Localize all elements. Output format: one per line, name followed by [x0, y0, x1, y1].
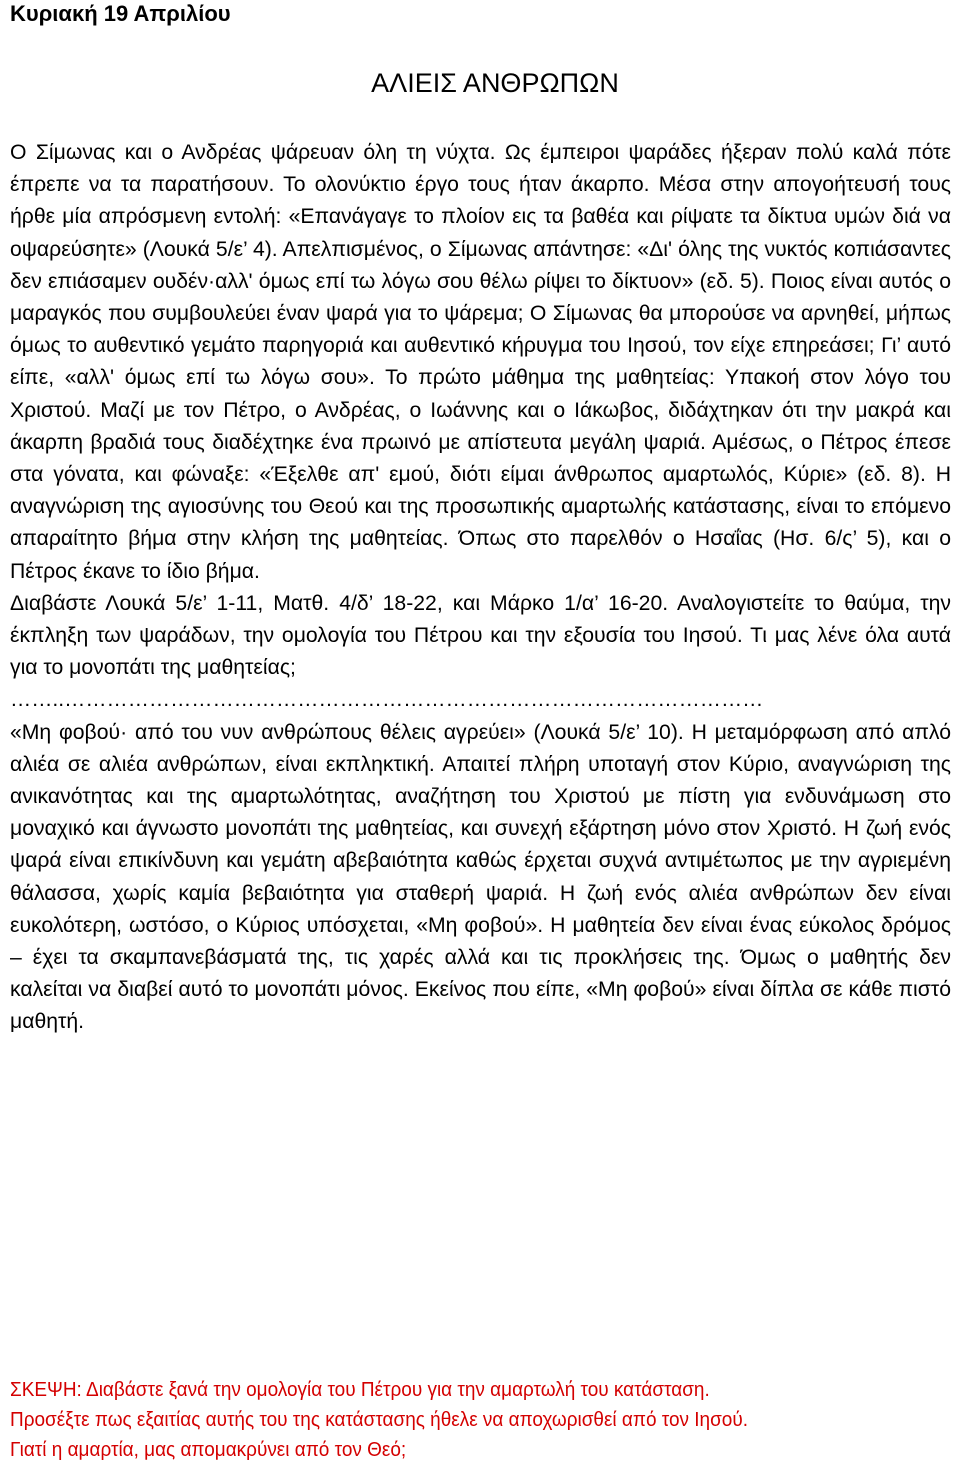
- lesson-body: [10, 137, 951, 1039]
- lesson-title: ΑΛΙΕΙΣ ΑΝΘΡΩΠΩΝ: [371, 68, 619, 98]
- answer-line: ……..………………………………………………………………………………………: [10, 688, 764, 712]
- day-heading: Κυριακή 19 Απριλίου: [10, 1, 231, 26]
- paragraph-fishers-of-men: «Μη φοβού· από του νυν ανθρώπους θέλεις αγρεύει» (Λουκά 5/ε’ 10). Η μεταμόρφωση από απλό αλιέα σε αλιέα ανθρώπων, είναι εκπληκτική. Απαιτεί πλήρη υποταγή στον Κύριο, αναγνώριση της ανικανότητας και της αμαρτωλότητας, αναζήτηση του Χριστού με πίστη για ενδυνάμωση στο μοναχικό και άγνωστο μονοπάτι της μαθητείας, και συνεχή εξάρτηση μόνο στον Χριστό. Η ζωή ενός ψαρά είναι επικίνδυνη και γεμάτη αβεβαιότητα καθώς έρχεται συχνά αντιμέτωπος με την αγριεμένη θάλασσα, χωρίς καμία βεβαιότητα για σταθερή ψαριά. Η ζωή ενός αλιέα ανθρώπων δεν είναι ευκολότερη, ωστόσο, ο Κύριος υπόσχεται, «Μη φοβού». Η μαθητεία δεν είναι ένας εύκολος δρόμος – έχει τα σκαμπανεβάσματά της, τις χαρές αλλά και τις προκλήσεις της. Όμως ο μαθητής δεν καλείται να διαβεί αυτό το μονοπάτι μόνος. Εκείνος που είπε, «Μη φοβού» είναι δίπλα σε κάθε πιστό μαθητή.: [10, 720, 951, 1034]
- paragraph-intro: Ο Σίμωνας και ο Ανδρέας ψάρευαν όλη τη νύχτα. Ως έμπειροι ψαράδες ήξεραν πολύ καλά πότε έπρεπε να τα παρατήσουν. Το ολονύκτιο έργο τους ήταν άκαρπο. Μέσα στην απογοήτευσή τους ήρθε μία απρόσμενη εντολή: «Επανάγαγε το πλοίον εις τα βαθέα και ρίψατε τα δίκτυα υμών διά να οψαρεύσητε» (Λουκά 5/ε’ 4). Απελπισμένος, ο Σίμωνας απάντησε: «Δι' όλης της νυκτός κοπιάσαντες δεν επιάσαμεν ουδέν·αλλ' όμως επί τω λόγω σου θέλω ρίψει το δίκτυον» (εδ. 5). Ποιος είναι αυτός ο μαραγκός που συμβουλεύει έναν ψαρά για το ψάρεμα; Ο Σίμωνας θα μπορούσε να αρνηθεί, μήπως όμως το αυθεντικό γεμάτο παρηγοριά και αυθεντικό κήρυγμα του Ιησού, τον είχε επηρεάσει; Γι’ αυτό είπε, «αλλ' όμως επί τω λόγω σου». Το πρώτο μάθημα της μαθητείας: Υπακοή στον λόγο του Χριστού. Μαζί με τον Πέτρο, ο Ανδρέας, ο Ιωάννης και ο Ιάκωβος, διδάχτηκαν ότι την μακρά και άκαρπη βραδιά τους διαδέχτηκε ένα πρωινό με απίστευτα μεγάλη ψαριά. Αμέσως, ο Πέτρος έπεσε στα γόνατα, και φώναξε: «Έξελθε απ' εμού, διότι είμαι άνθρωπος αμαρτωλός, Κύριε» (εδ. 8). Η αναγνώριση της αγιοσύνης του Θεού και της προσωπικής αμαρτωλής κατάστασης, είναι το επόμενο απαραίτητο βήμα στην κλήση της μαθητείας. Όπως στο παρελθόν ο Ησαΐας (Ησ. 6/ς’ 5), και ο Πέτρος έκανε το ίδιο βήμα.: [10, 141, 951, 583]
- thought-section: [10, 1375, 949, 1465]
- thought-line-1: ΣΚΕΨΗ: Διαβάστε ξανά την ομολογία του Πέτρου για την αμαρτωλή του κατάσταση.: [10, 1379, 710, 1401]
- thought-line-3: Γιατί η αμαρτία, μας απομακρύνει από τον Θεό;: [10, 1439, 407, 1461]
- paragraph-reading-prompt: Διαβάστε Λουκά 5/ε’ 1-11, Ματθ. 4/δ’ 18-22, και Μάρκο 1/α’ 16-20. Αναλογιστείτε το θαύμα, την έκπληξη των ψαράδων, την ομολογία του Πέτρου και την εξουσία του Ιησού. Τι μας λένε όλα αυτά για το μονοπάτι της μαθητείας;: [10, 591, 951, 680]
- thought-line-2: Προσέξτε πως εξαιτίας αυτής του της κατάστασης ήθελε να αποχωρισθεί από τον Ιησού.: [10, 1409, 748, 1431]
